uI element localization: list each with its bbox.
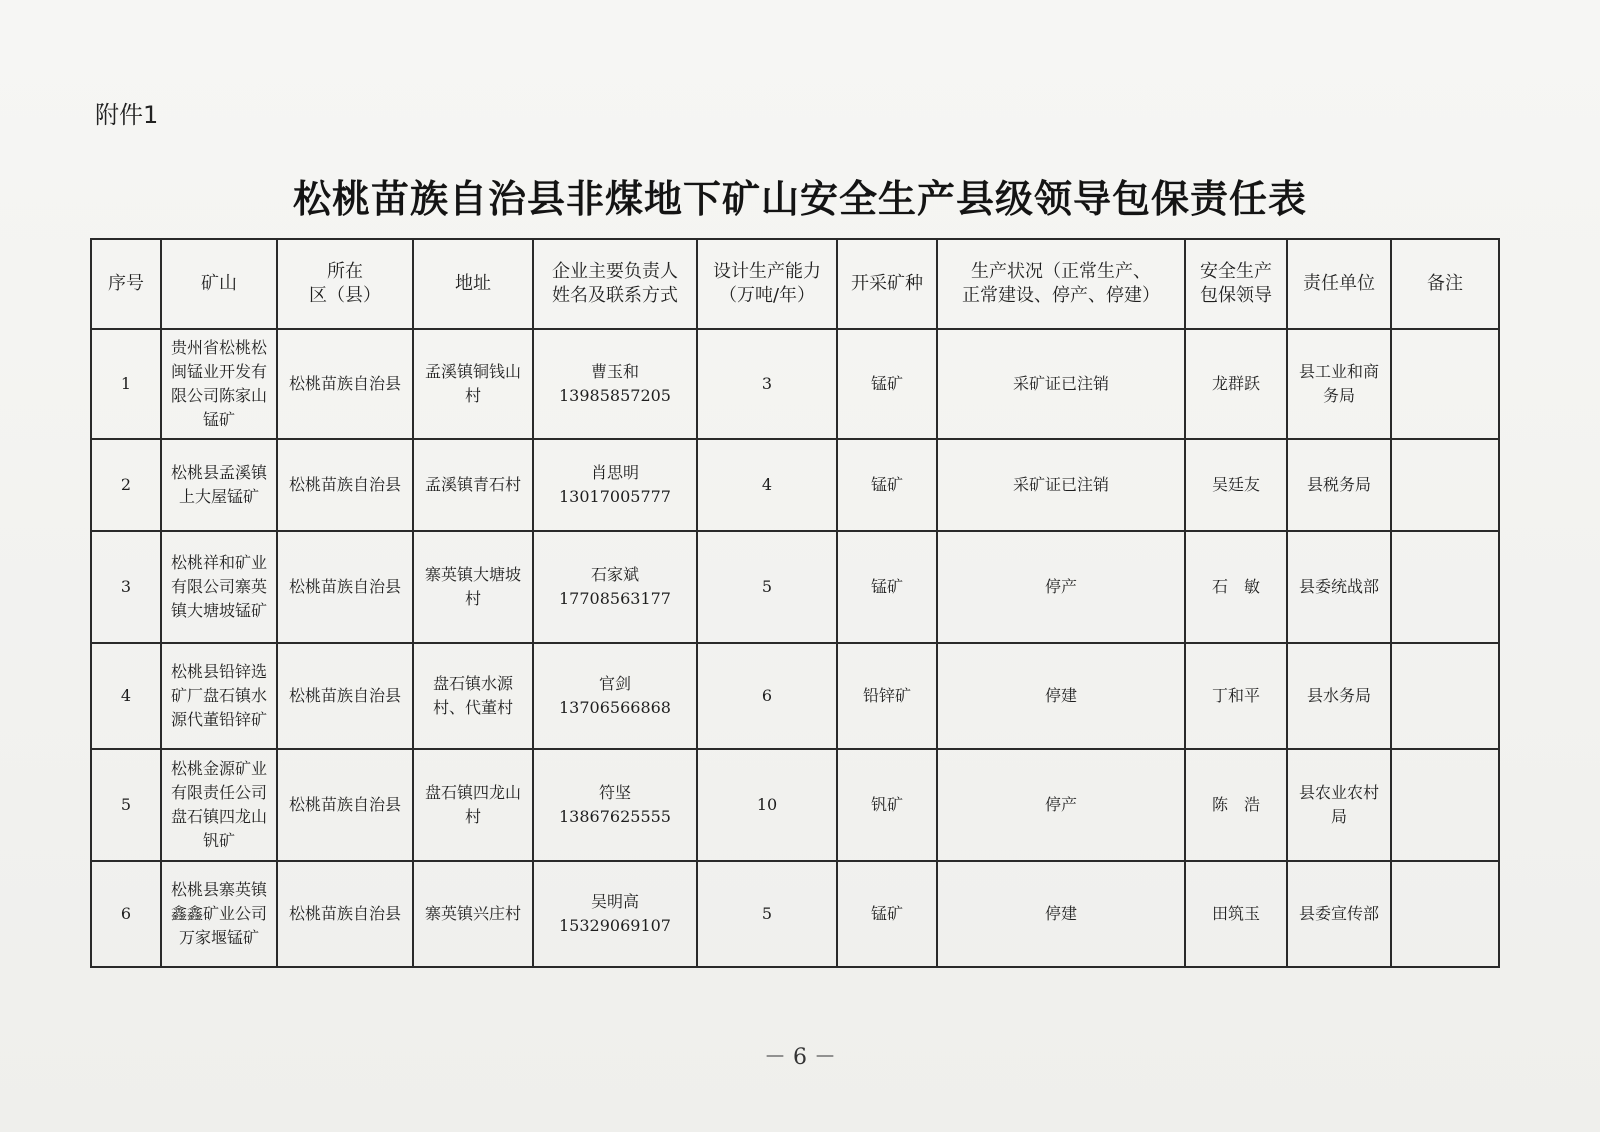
cell-contact-phone: 13985857205: [559, 386, 671, 405]
cell-no: 3: [91, 531, 161, 643]
cell-capacity: 6: [697, 643, 837, 749]
cell-mineral: 锰矿: [837, 531, 937, 643]
cell-address: 寨英镇大塘坡村: [413, 531, 533, 643]
cell-no: 1: [91, 329, 161, 439]
header-leader: [1185, 239, 1287, 329]
cell-status: 采矿证已注销: [937, 439, 1185, 531]
cell-mineral: 锰矿: [837, 439, 937, 531]
cell-contact-name: 符坚: [598, 783, 631, 802]
cell-contact-phone: 13867625555: [559, 807, 671, 826]
cell-address: 寨英镇兴庄村: [413, 861, 533, 967]
cell-leader: 陈 浩: [1185, 749, 1287, 861]
cell-no: 4: [91, 643, 161, 749]
responsibility-table: [90, 238, 1500, 968]
header-contact-line1: 企业主要负责人: [552, 261, 678, 282]
cell-district: 松桃苗族自治县: [277, 643, 413, 749]
cell-capacity: 5: [697, 531, 837, 643]
cell-capacity: 3: [697, 329, 837, 439]
cell-remark: [1391, 861, 1499, 967]
header-leader-line2: 包保领导: [1200, 285, 1272, 306]
cell-contact-name: 曹玉和: [590, 362, 639, 381]
cell-contact: [533, 439, 697, 531]
cell-mine: 松桃县寨英镇鑫鑫矿业公司万家堰锰矿: [161, 861, 277, 967]
table-row: [91, 329, 1499, 439]
header-capacity-line1: 设计生产能力: [713, 261, 821, 282]
table-row: [91, 439, 1499, 531]
header-district-line1: 所在: [327, 261, 363, 282]
cell-no: 6: [91, 861, 161, 967]
cell-unit: 县委统战部: [1287, 531, 1391, 643]
cell-address: 孟溪镇青石村: [413, 439, 533, 531]
cell-status: 采矿证已注销: [937, 329, 1185, 439]
page-number: － 6 －: [764, 1045, 836, 1070]
cell-district: 松桃苗族自治县: [277, 861, 413, 967]
cell-mineral: 铅锌矿: [837, 643, 937, 749]
document-title: 松桃苗族自治县非煤地下矿山安全生产县级领导包保责任表: [292, 177, 1307, 221]
table-row: [91, 861, 1499, 967]
cell-contact-name: 石家斌: [590, 565, 639, 584]
header-no: 序号: [91, 239, 161, 329]
cell-mine: 松桃县铅锌选矿厂盘石镇水源代董铅锌矿: [161, 643, 277, 749]
cell-capacity: 10: [697, 749, 837, 861]
cell-contact: [533, 643, 697, 749]
cell-contact: [533, 749, 697, 861]
header-address: 地址: [413, 239, 533, 329]
cell-contact: [533, 861, 697, 967]
cell-contact-name: 吴明高: [590, 892, 639, 911]
cell-contact-phone: 15329069107: [559, 916, 671, 935]
attachment-label: 附件1: [95, 101, 159, 129]
cell-address: 盘石镇四龙山村: [413, 749, 533, 861]
cell-status: 停产: [937, 749, 1185, 861]
cell-mine: 松桃县孟溪镇上大屋锰矿: [161, 439, 277, 531]
header-remark: 备注: [1391, 239, 1499, 329]
cell-district: 松桃苗族自治县: [277, 749, 413, 861]
header-status: [937, 239, 1185, 329]
cell-contact: [533, 329, 697, 439]
header-district: [277, 239, 413, 329]
header-capacity-line2: （万吨/年）: [718, 285, 816, 306]
cell-leader: 吴廷友: [1185, 439, 1287, 531]
table-row: [91, 643, 1499, 749]
header-unit: 责任单位: [1287, 239, 1391, 329]
cell-leader: 田筑玉: [1185, 861, 1287, 967]
cell-contact-phone: 13017005777: [559, 487, 671, 506]
cell-remark: [1391, 643, 1499, 749]
header-status-line2: 正常建设、停产、停建）: [962, 285, 1160, 306]
cell-address: 盘石镇水源村、代董村: [413, 643, 533, 749]
header-mine: 矿山: [161, 239, 277, 329]
header-mineral: 开采矿种: [837, 239, 937, 329]
cell-remark: [1391, 329, 1499, 439]
cell-no: 5: [91, 749, 161, 861]
cell-contact-phone: 17708563177: [559, 589, 671, 608]
cell-unit: 县委宣传部: [1287, 861, 1391, 967]
cell-remark: [1391, 439, 1499, 531]
header-capacity: [697, 239, 837, 329]
cell-leader: 龙群跃: [1185, 329, 1287, 439]
table-row: [91, 749, 1499, 861]
cell-unit: 县税务局: [1287, 439, 1391, 531]
cell-mine: 松桃金源矿业有限责任公司盘石镇四龙山钒矿: [161, 749, 277, 861]
header-leader-line1: 安全生产: [1200, 261, 1272, 282]
cell-no: 2: [91, 439, 161, 531]
cell-mineral: 锰矿: [837, 861, 937, 967]
cell-contact-name: 官剑: [598, 674, 631, 693]
cell-unit: 县水务局: [1287, 643, 1391, 749]
cell-mine: 贵州省松桃松闽锰业开发有限公司陈家山锰矿: [161, 329, 277, 439]
cell-district: 松桃苗族自治县: [277, 439, 413, 531]
cell-remark: [1391, 749, 1499, 861]
header-status-line1: 生产状况（正常生产、: [971, 261, 1151, 282]
header-district-line2: 区（县）: [309, 285, 381, 306]
cell-contact: [533, 531, 697, 643]
cell-district: 松桃苗族自治县: [277, 531, 413, 643]
cell-address: 孟溪镇铜钱山村: [413, 329, 533, 439]
cell-leader: 丁和平: [1185, 643, 1287, 749]
header-contact-line2: 姓名及联系方式: [552, 285, 678, 306]
cell-status: 停建: [937, 861, 1185, 967]
cell-district: 松桃苗族自治县: [277, 329, 413, 439]
cell-capacity: 5: [697, 861, 837, 967]
cell-unit: 县农业农村局: [1287, 749, 1391, 861]
cell-contact-name: 肖思明: [590, 463, 639, 482]
cell-leader: 石 敏: [1185, 531, 1287, 643]
header-contact: [533, 239, 697, 329]
cell-unit: 县工业和商务局: [1287, 329, 1391, 439]
cell-mineral: 锰矿: [837, 329, 937, 439]
cell-status: 停产: [937, 531, 1185, 643]
cell-capacity: 4: [697, 439, 837, 531]
cell-remark: [1391, 531, 1499, 643]
table-row: [91, 531, 1499, 643]
table-header-row: [91, 239, 1499, 329]
cell-contact-phone: 13706566868: [559, 698, 671, 717]
cell-mineral: 钒矿: [837, 749, 937, 861]
cell-status: 停建: [937, 643, 1185, 749]
cell-mine: 松桃祥和矿业有限公司寨英镇大塘坡锰矿: [161, 531, 277, 643]
